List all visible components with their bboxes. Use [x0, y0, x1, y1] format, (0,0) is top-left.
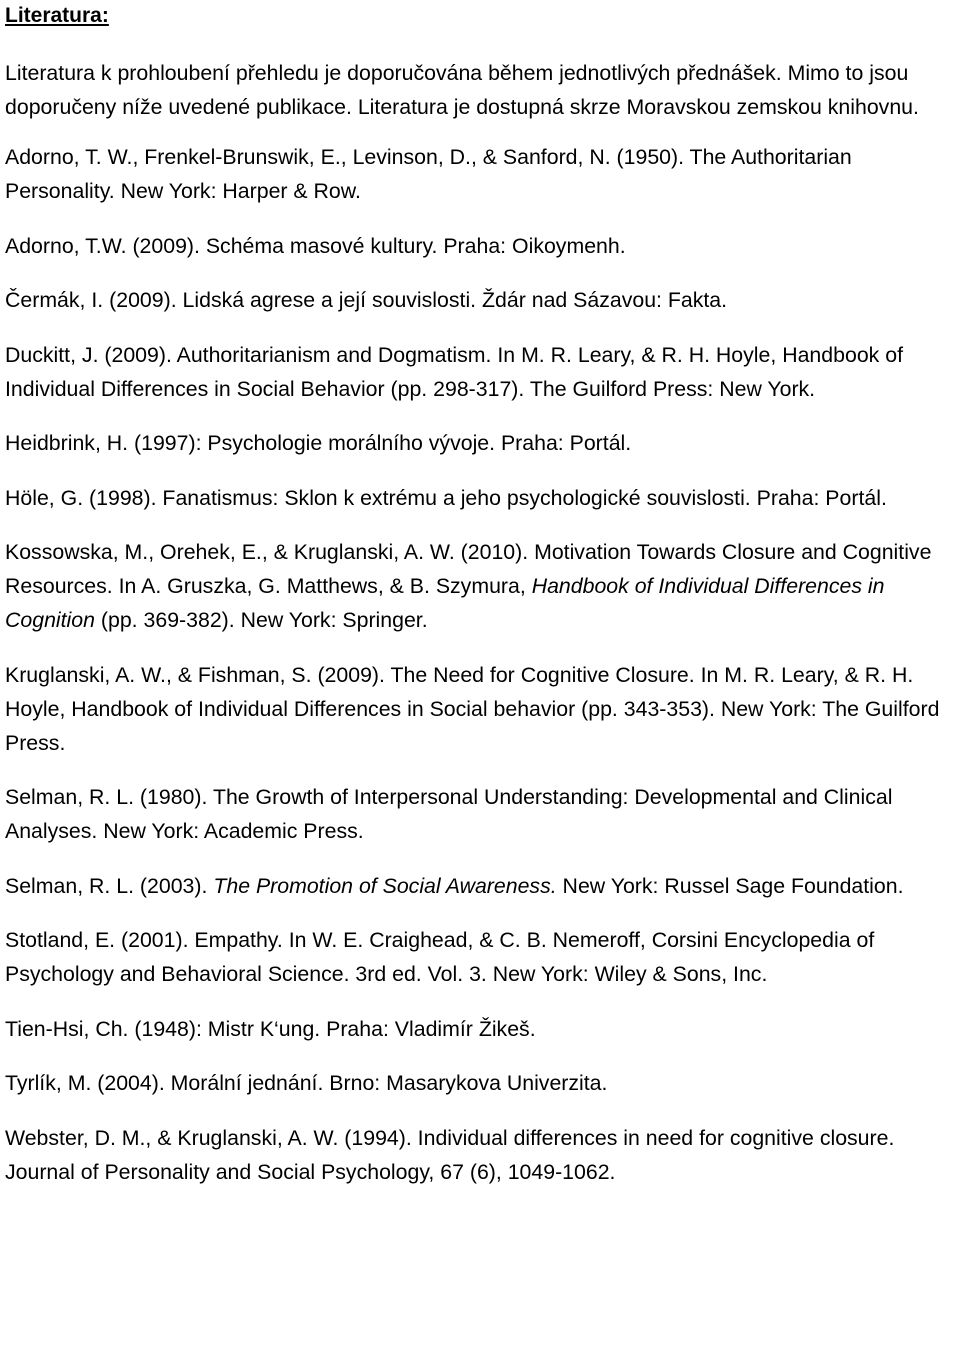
section-heading: Literatura: — [5, 4, 109, 27]
reference-stotland-2001: Stotland, E. (2001). Empathy. In W. E. Craighead, & C. B. Nemeroff, Corsini Encyclopedia of Psychology and Behavioral Science. 3rd ed. Vol. 3. New York: Wiley & Sons, Inc. — [5, 928, 875, 986]
document-page — [5, 0, 955, 1209]
reference-selman-2003: Selman, R. L. (2003). The Promotion of Social Awareness. New York: Russel Sage Foundation. — [5, 873, 904, 898]
reference-duckitt-2009: Duckitt, J. (2009). Authoritarianism and Dogmatism. In M. R. Leary, & R. H. Hoyle, Handbook of Individual Differences in Social Behavior (pp. 298-317). The Guilford Press: New York. — [5, 342, 903, 401]
intro-paragraph: Literatura k prohloubení přehledu je doporučována během jednotlivých přednášek. Mimo to jsou doporučeny níže uvedené publikace. Literatura je dostupná skrze Moravskou zemskou knihovnu. — [5, 61, 919, 119]
reference-hole-1998: Höle, G. (1998). Fanatismus: Sklon k extrému a jeho psychologické souvislosti. Praha: Portál. — [5, 485, 887, 510]
reference-tyrlik-2004: Tyrlík, M. (2004). Morální jednání. Brno: Masarykova Univerzita. — [5, 1071, 608, 1095]
reference-heidbrink-1997: Heidbrink, H. (1997): Psychologie morálního vývoje. Praha: Portál. — [5, 431, 632, 455]
reference-selman-1980: Selman, R. L. (1980). The Growth of Interpersonal Understanding: Developmental and Clinical Analyses. New York: Academic Press. — [5, 785, 893, 843]
reference-cermak-2009: Čermák, I. (2009). Lidská agrese a její souvislosti. Ždár nad Sázavou: Fakta. — [5, 288, 728, 312]
reference-kossowska-2010: Kossowska, M., Orehek, E., & Kruglanski, A. W. (2010). Motivation Towards Closure and Cognitive Resources. In A. Gruszka, G. Matthews, & B. Szymura, Handbook of Individual Differences in Cognition (pp. 369-382). New York: Springer. — [5, 540, 932, 632]
reference-webster-1994: Webster, D. M., & Kruglanski, A. W. (1994). Individual differences in need for cognitive closure. Journal of Personality and Social Psychology, 67 (6), 1049-1062. — [5, 1125, 895, 1184]
reference-adorno-2009: Adorno, T.W. (2009). Schéma masové kultury. Praha: Oikoymenh. — [5, 233, 626, 258]
reference-kruglanski-2009: Kruglanski, A. W., & Fishman, S. (2009). The Need for Cognitive Closure. In M. R. Leary, & R. H. Hoyle, Handbook of Individual Differences in Social behavior (pp. 343-353). New York: The Guilford Press. — [5, 662, 940, 755]
reference-tien-hsi-1948: Tien-Hsi, Ch. (1948): Mistr K‘ung. Praha: Vladimír Žikeš. — [5, 1016, 536, 1041]
reference-adorno-1950: Adorno, T. W., Frenkel-Brunswik, E., Levinson, D., & Sanford, N. (1950). The Authoritarian Personality. New York: Harper & Row. — [5, 145, 852, 203]
reference-list — [5, 140, 955, 1189]
